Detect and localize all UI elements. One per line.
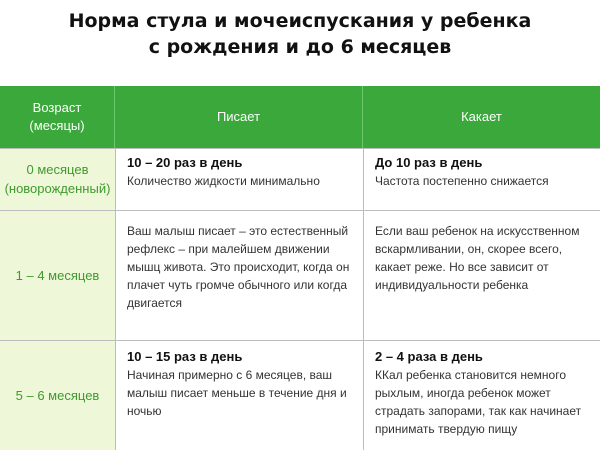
pees-frequency: 10 – 15 раз в день: [127, 349, 243, 364]
row-age-label: 0 месяцев (новорожденный): [4, 162, 111, 196]
column-divider: [115, 148, 116, 450]
row-age-cell: [0, 210, 115, 340]
row-poops-cell: [363, 148, 600, 210]
title-line-2: с рождения и до 6 месяцев: [148, 36, 452, 58]
row-divider: [0, 210, 600, 211]
row-divider: [0, 340, 600, 341]
row-age-cell: [0, 340, 115, 450]
header-poops: [363, 86, 600, 148]
row-age-label: 1 – 4 месяцев: [15, 267, 100, 283]
header-age: [0, 86, 115, 148]
row-divider: [0, 148, 600, 149]
row-age-label: 5 – 6 месяцев: [15, 387, 100, 403]
poops-note: Если ваш ребенок на искусственном вскармливании, он, скорее всего, какает реже. Но все зависит от индивидуальности ребенка: [375, 224, 580, 292]
row-age-cell: [0, 148, 115, 210]
poops-frequency: До 10 раз в день: [375, 155, 483, 170]
row-poops-cell: [363, 340, 600, 450]
poops-note: ККал ребенка становится немного рыхлым, иногда ребенок может страдать запорами, так как начинает принимать твердую пищу: [375, 368, 582, 436]
poops-note: Частота постепенно снижается: [375, 174, 549, 188]
pees-note: Ваш малыш писает – это естественный рефлекс – при малейшем движении мышц живота. Это происходит, когда он плачет чуть громче обычного или когда двигается: [127, 224, 350, 310]
header-poops-label: Какает: [461, 109, 502, 124]
header-age-label: Возраст (месяцы): [29, 100, 85, 133]
header-pees-label: Писает: [216, 109, 261, 124]
header-pees: [115, 86, 363, 148]
row-pees-cell: [115, 148, 363, 210]
row-pees-cell: [115, 340, 363, 450]
pees-note: Начиная примерно с 6 месяцев, ваш малыш писает меньше в течение дня и ночью: [127, 368, 347, 418]
row-poops-cell: [363, 210, 600, 340]
norms-table: [0, 86, 600, 450]
pees-note: Количество жидкости минимально: [127, 174, 320, 188]
column-divider: [363, 148, 364, 450]
title-line-1: Норма стула и мочеиспускания у ребенка: [68, 10, 532, 32]
row-pees-cell: [115, 210, 363, 340]
page-title: [0, 8, 600, 60]
poops-frequency: 2 – 4 раза в день: [375, 349, 483, 364]
pees-frequency: 10 – 20 раз в день: [127, 155, 243, 170]
